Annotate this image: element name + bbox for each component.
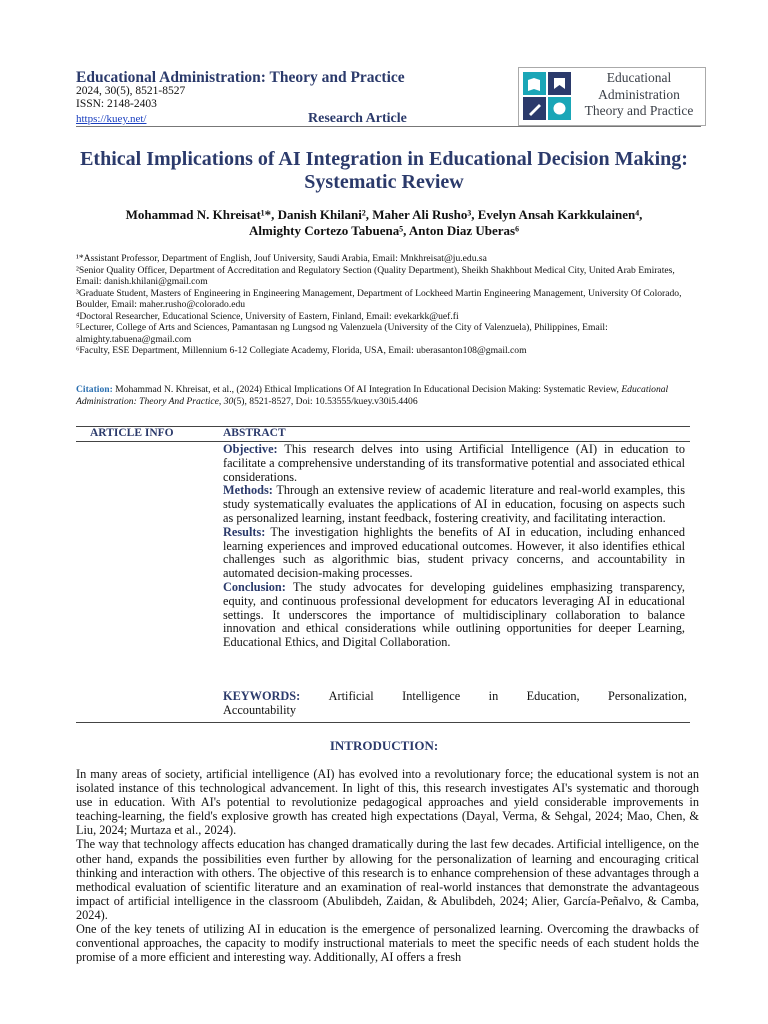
- paper-title: Ethical Implications of AI Integration in Educational Decision Making: Systematic Review: [80, 148, 688, 193]
- keyword-word: Artificial: [328, 689, 374, 703]
- journal-title: Educational Administration: Theory and Practice: [76, 69, 405, 86]
- abstract-section-heading: Objective:: [223, 442, 278, 456]
- affiliation-item: ²Senior Quality Officer, Department of Accreditation and Regulatory Section (Quality Department), Sheikh Shakhbout Medical City, United Arab Emirates, Email: danish.khilani@gmail.com: [76, 264, 675, 287]
- table-rule-bottom: [76, 722, 690, 723]
- logo-text: [575, 70, 703, 120]
- body-paragraph: One of the key tenets of utilizing AI in education is the emergence of personalized learning. Overcoming the drawbacks of conventional approaches, the capacity to modify instructional materials to meet the specific needs of each student holds the promise of a more efficient and interesting way. Additionally, AI offers a fresh: [76, 922, 699, 965]
- volume-line: 2024, 30(5), 8521-8527: [76, 85, 186, 97]
- author-list: [60, 207, 708, 239]
- keyword-word: in: [488, 689, 499, 703]
- keyword-word: Personalization,: [608, 689, 687, 703]
- citation-text: Mohammad N. Khreisat, et al., (2024) Ethical Implications Of AI Integration In Educational Decision Making: Systematic Review,: [112, 384, 622, 395]
- keyword-word: Intelligence: [402, 689, 461, 703]
- affiliation-item: ⁶Faculty, ESE Department, Millennium 6-12 Collegiate Academy, Florida, USA, Email: uberasanton108@gmail.com: [76, 345, 527, 356]
- article-type-label: Research Article: [308, 111, 407, 126]
- abstract-section-text: Through an extensive review of academic literature and real-world examples, this study systematically evaluates the applications of AI in education, focusing on aspects such as personalized learning, instant feedback, fostering creativity, and facilitating interaction.: [223, 483, 685, 525]
- book-pen-logo-icon: [521, 70, 573, 122]
- citation-text: (5), 8521-8527, Doi: 10.53555/kuey.v30i5.4406: [233, 396, 418, 407]
- abstract-section-heading: Conclusion:: [223, 579, 286, 594]
- author-line: Mohammad N. Khreisat¹*, Danish Khilani², Maher Ali Rusho³, Evelyn Ansah Karkkulainen⁴,: [125, 207, 643, 222]
- abstract-section-heading: Methods:: [223, 483, 273, 498]
- affiliation-item: ⁵Lecturer, College of Arts and Sciences, Pamantasan ng Lungsod ng Valenzuela (University of the City of Valenzuela), Philippines, Email: almighty.tabuena@gmail.com: [76, 322, 608, 345]
- body-paragraph: The way that technology affects education has changed dramatically during the last few decades. Artificial intelligence, on the other hand, expands the possibilities even further by allowing for the personalization of learning and encouraging critical thinking and interaction with others. The objective of this research is to enhance comprehension of these advantages through a methodical evaluation of scientific literature and an examination of real-world instances that demonstrate the advantageous impact of artificial intelligence in the classroom (Abulibdeh, Zaidan, & Abulibdeh, 2024; Alier, García-Peñalvo, & Camba, 2024).: [76, 837, 699, 922]
- abstract-paragraph: [223, 526, 685, 581]
- keyword-word: Education,: [526, 689, 580, 703]
- journal-logo: [518, 67, 706, 126]
- logo-text-line: Educational: [606, 70, 672, 85]
- citation-label: Citation:: [76, 384, 113, 395]
- issn-line: ISSN: 2148-2403: [76, 98, 157, 110]
- abstract-paragraph: [223, 581, 685, 650]
- abstract-section-heading: Results:: [223, 524, 266, 539]
- introduction-heading: INTRODUCTION:: [329, 738, 439, 753]
- abstract-paragraph: [223, 443, 685, 484]
- body-text: [76, 767, 699, 964]
- citation-volume: 30: [223, 396, 234, 407]
- abstract-heading: ABSTRACT: [223, 427, 286, 439]
- keywords-label: KEYWORDS:: [223, 689, 301, 703]
- citation-block: [76, 384, 691, 408]
- header-divider: [76, 126, 701, 127]
- affiliation-item: ³Graduate Student, Masters of Engineering in Engineering Management, Department of Lockheed Martin Engineering Management, University Of Colorado, Boulder, Email: maher.rusho@colorado.edu: [76, 287, 682, 310]
- affiliation-item: ⁴Doctoral Researcher, Educational Science, University of Eastern, Finland, Email: evekarkk@uef.fi: [76, 310, 459, 322]
- abstract-section-text: This research delves into using Artificial Intelligence (AI) in education to facilitate a comprehensive understanding of its transformative potential and associated ethical considerations.: [223, 442, 685, 484]
- abstract-section-text: The study advocates for developing guidelines emphasizing transparency, equity, and continuous professional development for educators leveraging AI in educational settings. It underscores the importance of multidisciplinary collaboration to balance innovation and ethical considerations while outlining opportunities for deeper Learning, Educational Ethics, and Digital Collaboration.: [223, 579, 685, 650]
- journal-url-link[interactable]: https://kuey.net/: [76, 113, 147, 125]
- abstract-paragraph: [223, 484, 685, 525]
- citation-text: ,: [218, 396, 224, 407]
- affiliation-list: [76, 253, 696, 357]
- keywords-line: Accountability: [223, 702, 297, 717]
- body-paragraph: In many areas of society, artificial intelligence (AI) has evolved into a revolutionary force; the educational system is not an isolated instance of this technological advancement. In light of this, this research investigates AI's systematic and thorough use in education. With AI's potential to revolutionize pedagogical approaches and yield considerable improvements in teaching-learning, the field's explosive growth has created high expectations (Dayal, Verma, & Sehgal, 2024; Mao, Chen, & Liu, 2024; Murtaza et al., 2024).: [76, 767, 699, 838]
- author-line: Almighty Cortezo Tabuena⁵, Anton Diaz Uberas⁶: [249, 223, 519, 238]
- logo-text-line: Theory and Practice: [584, 103, 694, 118]
- logo-text-line: Administration: [598, 86, 680, 102]
- keywords-block: [223, 690, 687, 718]
- keywords-line: [223, 690, 687, 704]
- citation-journal: Educational Administration: Theory And Practice: [76, 384, 669, 407]
- affiliation-item: ¹*Assistant Professor, Department of English, Jouf University, Saudi Arabia, Email: Mnkhreisat@ju.edu.sa: [76, 253, 487, 264]
- abstract-section-text: The investigation highlights the benefits of AI in education, including enhanced learning experiences and improved educational outcomes. However, it also identifies ethical challenges such as algorithmic bias, student privacy concerns, and accountability in automated decision-making processes.: [223, 524, 685, 581]
- article-info-heading: ARTICLE INFO: [90, 427, 174, 439]
- abstract-body: [223, 443, 685, 650]
